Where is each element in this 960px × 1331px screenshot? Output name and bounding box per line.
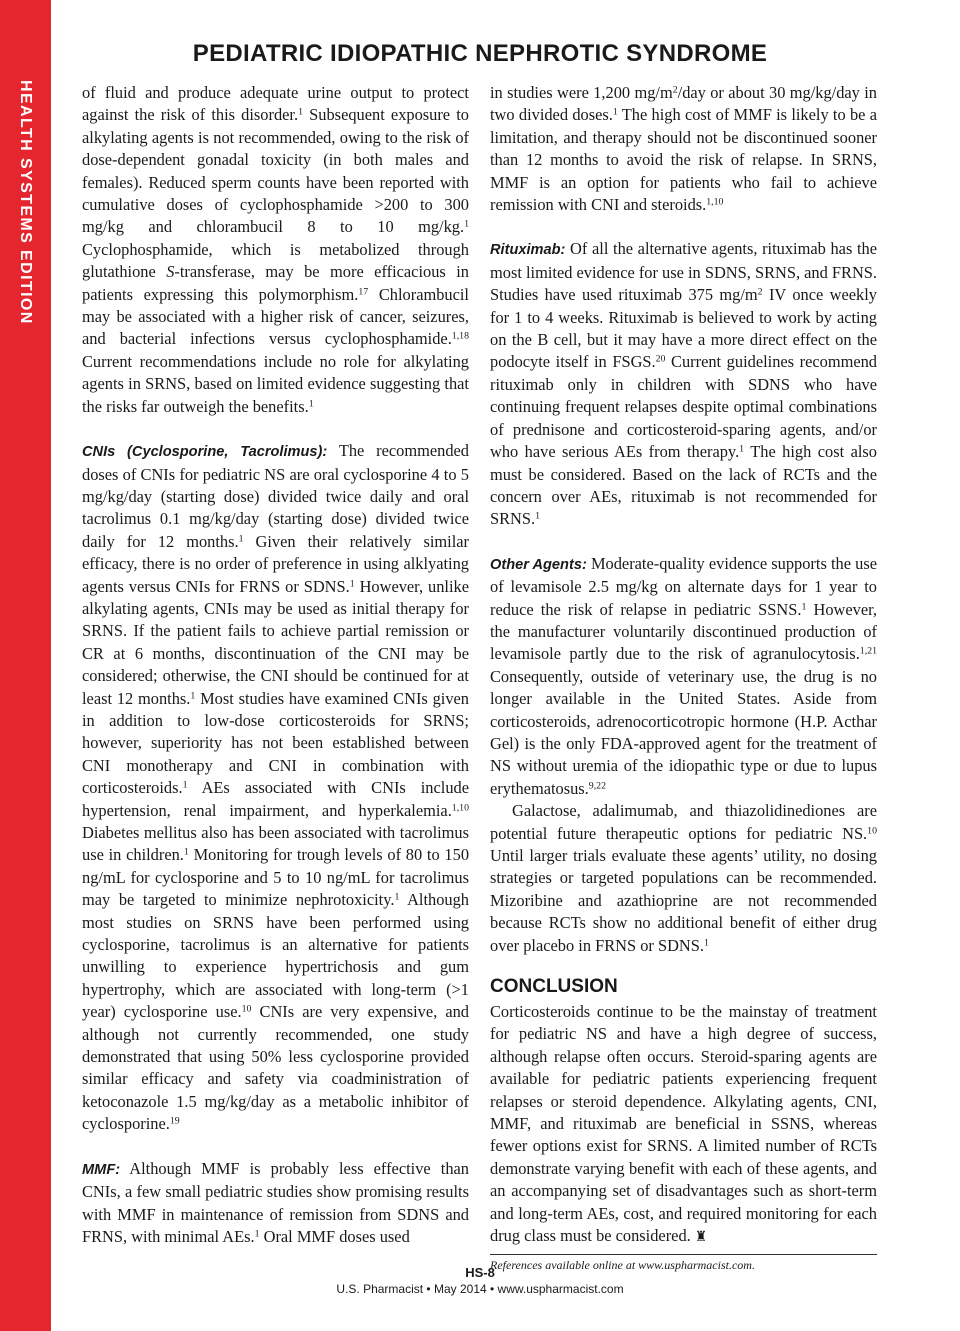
- citation-superscript: 1,18: [451, 331, 469, 343]
- page-number: HS-8: [465, 1265, 495, 1280]
- citation-superscript: 1,10: [451, 802, 469, 814]
- publication-line: U.S. Pharmacist • May 2014 • www.uspharmacist.com: [336, 1282, 624, 1296]
- other-agents-heading: Other Agents:: [490, 556, 587, 573]
- right-column: [490, 82, 877, 1273]
- paragraph-alkylating-agents: of fluid and produce adequate urine output to protect against the risk of this disorder.$^1$ Subsequent exposure to alkylating agents is not recommended, owing to the risk of dose-dependent gonadal toxicity (in both males and females). Reduced sperm counts have been reported with cumulative doses of cyclophosphamide >200 to 300 mg/kg and chlorambucil 8 to 10 mg/kg.$^1$ Cyclophosphamide, which is metabolized through glutathione S-transferase, may be more efficacious in patients expressing this polymorphism.$^{17}$ Chlorambucil may be associated with a higher risk of cancer, seizures, and bacterial infections versus cyclophosphamide.$^{1,18}$ Current recommendations include no role for alkylating agents in SRNS, based on limited evidence suggesting that the risks far outweigh the benefits.$^1$: [82, 83, 469, 416]
- sidebar-band: [0, 0, 51, 1331]
- paragraph-cnis: [82, 440, 469, 1136]
- end-of-article-icon: ♜: [694, 1230, 708, 1246]
- paragraph-rituximab: [490, 238, 877, 530]
- citation-superscript: 1: [190, 690, 196, 702]
- citation-superscript: 1: [254, 1228, 260, 1240]
- page-footer: [0, 1264, 960, 1297]
- citation-superscript: 19: [169, 1115, 180, 1127]
- citation-superscript: 1: [238, 533, 244, 545]
- paragraph-future-options: Galactose, adalimumab, and thiazolidinediones are potential future therapeutic options for pediatric NS.$^{10}$ Until larger trials evaluate these agents’ utility, no dosing strategies or targeted populations can be recommended. Mizoribine and azathioprine are not recommended because RCTs show no additional benefit of either drug over placebo in FRNS or SDNS.$^1$: [490, 801, 877, 955]
- paragraph-mmf: [82, 1158, 469, 1249]
- citation-superscript: 1: [739, 443, 745, 455]
- citation-superscript: 20: [655, 354, 666, 366]
- mmf-body: Although MMF is probably less effective than CNIs, a few small pediatric studies show promising results with MMF in maintenance of remission from SDNS and FRNS, with minimal AEs.$^1$ Oral MMF doses used: [82, 1158, 469, 1246]
- left-column: [82, 82, 469, 1248]
- cni-body: The recommended doses of CNIs for pediatric NS are oral cyclosporine 4 to 5 mg/kg/day (starting dose) divided twice daily and oral tacrolimus 0.1 mg/kg/day (starting dose) divided twice daily for 12 months.$^1$ Given their relatively similar efficacy, there is no order of preference in using alklyating agents versus CNIs for FRNS or SDNS.$^1$ However, unlike alkylating agents, CNIs may be used as initial therapy for SRNS. If the patient fails to achieve partial remission or CR at 6 months, discontinuation of the CNI may be considered; otherwise, the CNI should be continued for at least 12 months.$^1$ Most studies have examined CNIs given in addition to low-dose corticosteroids for SRNS; however, superiority has not been established between CNI monotherapy and CNI in combination with corticosteroids.$^1$ AEs associated with CNIs include hypertension, renal impairment, and hyperkalemia.$^{1,10}$ Diabetes mellitus also has been associated with tacrolimus use in children.$^1$ Monitoring for trough levels of 80 to 150 ng/mL for cyclosporine and 5 to 10 ng/mL for tacrolimus may be targeted to minimize nephrotoxicity.$^1$ Although most studies on SRNS have been performed using cyclosporine, tacrolimus is an alternative for patients unwilling to experience hypertrichosis and gum hypertrophy, which are associated with long-term (>1 year) cyclosporine use.$^{10}$ CNIs are very expensive, and although not currently recommended, one study demonstrated that using 50% less cyclosporine provided similar efficacy and safety via coadministration of ketoconazole 1.5 mg/kg/day as a metabolic inhibitor of cyclosporine.$^{19}$: [82, 441, 470, 1134]
- citation-superscript: 9,22: [588, 780, 606, 792]
- running-title: PEDIATRIC IDIOPATHIC NEPHROTIC SYNDROME: [192, 40, 768, 67]
- citation-superscript: 2: [757, 286, 763, 298]
- citation-superscript: 1: [182, 779, 188, 791]
- mmf-heading: MMF:: [82, 1161, 121, 1178]
- other-agents-body: Moderate-quality evidence supports the use of levamisole 2.5 mg/kg on alternate days for 1 year to reduce the risk of relapse in pediatric SSNS.$^1$ However, the manufacturer voluntarily discontinued production of levamisole partly due to the risk of agranulocytosis.$^{1,21}$ Consequently, outside of veterinary use, the drug is no longer available in the United States. Aside from corticosteroids, adrenocorticotropic hormone (H.P. Acthar Gel) is the only FDA-approved agent for the treatment of NS without uremia of the idiopathic type or due to lupus erythematosus.$^{9,22}$: [490, 553, 877, 798]
- paragraph-conclusion: [490, 1001, 877, 1249]
- references-note: References available online at www.uspharmacist.com.: [490, 1254, 877, 1273]
- conclusion-heading: CONCLUSION: [490, 976, 618, 998]
- cni-heading: CNIs (Cyclosporine, Tacrolimus):: [82, 444, 328, 461]
- citation-superscript: 1: [703, 937, 709, 949]
- citation-superscript: 10: [867, 825, 877, 837]
- paragraph-other-agents: [490, 553, 877, 800]
- citation-superscript: 1: [349, 578, 355, 590]
- citation-superscript: 1: [801, 601, 807, 613]
- conclusion-body: Corticosteroids continue to be the mainstay of treatment for pediatric NS and have a high degree of success, although relapse often occurs. Steroid-sparing agents are available for pediatric patients experiencing frequent relapses or steroid dependence. Alkylating agents, CNI, MMF, and rituximab are beneficial in SSNS, whereas fewer options exist for SRNS. A limited number of RCTs demonstrate varying benefit with each of these agents, and an accompanying set of disadvantages such as short-term and long-term AEs, cost, and required monitoring for each drug class must be considered.: [490, 1002, 877, 1246]
- citation-superscript: 1: [464, 219, 469, 231]
- citation-superscript: 1,10: [706, 196, 724, 208]
- citation-superscript: 1: [308, 398, 314, 410]
- citation-superscript: 1,21: [859, 645, 877, 657]
- citation-superscript: 10: [241, 1003, 252, 1015]
- rituximab-heading: Rituximab:: [490, 242, 566, 259]
- edition-label: HEALTH SYSTEMS EDITION: [17, 80, 34, 325]
- rituximab-body: Of all the alternative agents, rituximab has the most limited evidence for use in SDNS, SRNS, and FRNS. Studies have used rituximab 375 $mg/m^2$ IV once weekly for 1 to 4 weeks. Rituximab is believed to work by acting on the B cell, but it may have a more direct effect on the podocyte itself in FSGS.$^{20}$ Current guidelines recommend rituximab only in children with SDNS who have continuing frequent relapses despite optimal combinations of prednisone and corticosteroid-sparing agents, and/or who have serious AEs from therapy.$^1$ The high cost also must be considered. Based on the lack of RCTs and the concern over AEs, rituximab is not recommended for SRNS.$^1$: [490, 239, 878, 529]
- citation-superscript: 1: [394, 891, 400, 903]
- citation-superscript: 1: [535, 510, 541, 522]
- citation-superscript: 1: [183, 847, 189, 858]
- citation-superscript: 1: [612, 107, 618, 118]
- italic-text: S: [166, 262, 175, 282]
- citation-superscript: 1: [298, 107, 304, 118]
- citation-superscript: 2: [672, 84, 678, 96]
- citation-superscript: 17: [358, 286, 369, 298]
- paragraph-mmf-continued: in studies were 1,200 $mg/m^2$/day or about 30 mg/kg/day in two divided doses.$^1$ The high cost of MMF is likely to be a limitation, and therapy should not be discontinued sooner than 12 months to avoid the risk of relapse. In SRNS, MMF is an option for patients who fail to achieve remission with CNI and steroids.$^{1,10}$: [490, 83, 877, 215]
